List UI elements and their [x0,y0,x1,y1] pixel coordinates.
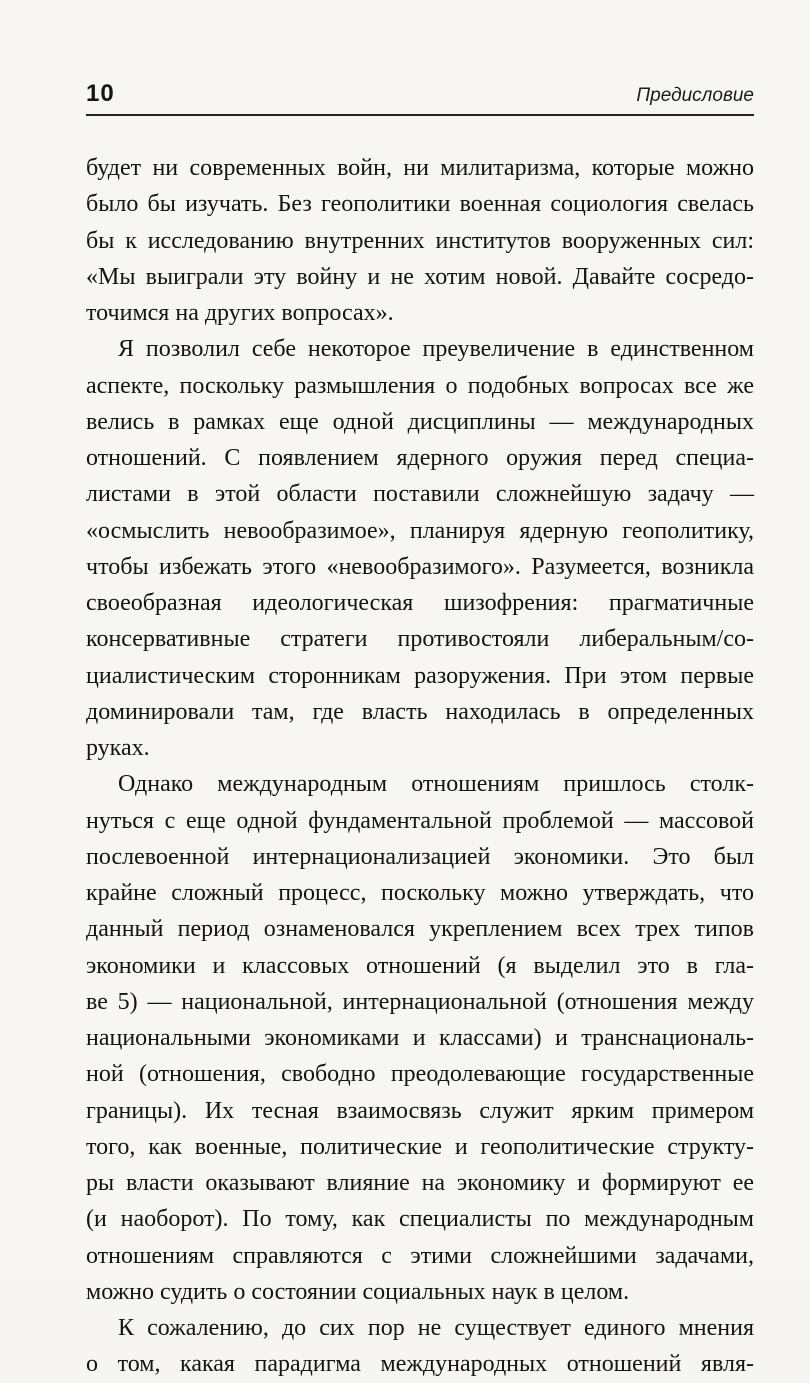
text-line: границы). Их тесная взаимосвязь служит ярким примером [86,1097,754,1124]
text-line: «Мы выиграли эту войну и не хотим новой. Давайте сосредо- [86,263,754,290]
text-line: крайне сложный процесс, поскольку можно утверждать, что [86,880,754,906]
text-line: о том, какая парадигма международных отношений явля- [86,1351,754,1378]
text-line: (и наоборот). По тому, как специалисты по международным [86,1206,754,1233]
text-line: велись в рамках еще одной дисциплины — международных [86,408,754,435]
text-line: было бы изучать. Без геополитики военная социология свелась [86,191,754,218]
text-line: Я позволил себе некоторое преувеличение в единственном [118,336,754,363]
text-line: своеобразная идеологическая шизофрения: прагматичные [86,590,754,616]
text-line: консервативные стратеги противостояли либеральным/со- [86,626,754,653]
text-line: того, как военные, политические и геополитические структу- [86,1133,754,1160]
text-line: руках. [86,735,150,761]
running-head [86,80,754,114]
text-line: можно судить о состоянии социальных наук в целом. [86,1278,630,1305]
text-line: чтобы избежать этого «невообразимого». Разумеется, возникла [86,553,754,580]
text-line: бы к исследованию внутренних институтов вооруженных сил: [86,227,754,254]
text-line: национальными экономиками и классами) и транснациональ- [86,1025,754,1051]
section-title: Предисловие [636,85,754,106]
text-line: ной (отношения, свободно преодолевающие государственные [86,1061,754,1088]
text-line: ры власти оказывают влияние на экономику и формируют ее [86,1170,754,1196]
text-line: точимся на других вопросах». [86,300,394,326]
body-text [86,150,754,1383]
text-line: доминировали там, где власть находилась в определенных [86,698,754,725]
text-line: нуться с еще одной фундаментальной проблемой — массовой [86,807,754,834]
text-line: К сожалению, до сих пор не существует единого мнения [118,1315,754,1341]
text-line: будет ни современных войн, ни милитаризма, которые можно [86,155,754,181]
text-line: циалистическим сторонникам разоружения. При этом первые [86,662,754,689]
text-line: послевоенной интернационализацией экономики. Это был [86,843,754,870]
text-line: листами в этой области поставили сложнейшую задачу — [86,481,754,508]
page-number: 10 [86,80,115,107]
text-line: аспекте, поскольку размышления о подобных вопросах все же [86,372,754,399]
text-line: отношениям справляются с этими сложнейшими задачами, [86,1242,754,1269]
text-line: «осмыслить невообразимое», планируя ядерную геополитику, [86,517,754,544]
text-line: Однако международным отношениям пришлось столк- [118,771,754,798]
text-line: экономики и классовых отношений (я выделил это в гла- [86,952,754,979]
header-rule [86,114,754,116]
text-line: ве 5) — национальной, интернациональной (отношения между [86,988,754,1015]
text-line: данный период ознаменовался укреплением всех трех типов [86,916,754,943]
text-line: отношений. С появлением ядерного оружия перед специа- [86,445,754,471]
